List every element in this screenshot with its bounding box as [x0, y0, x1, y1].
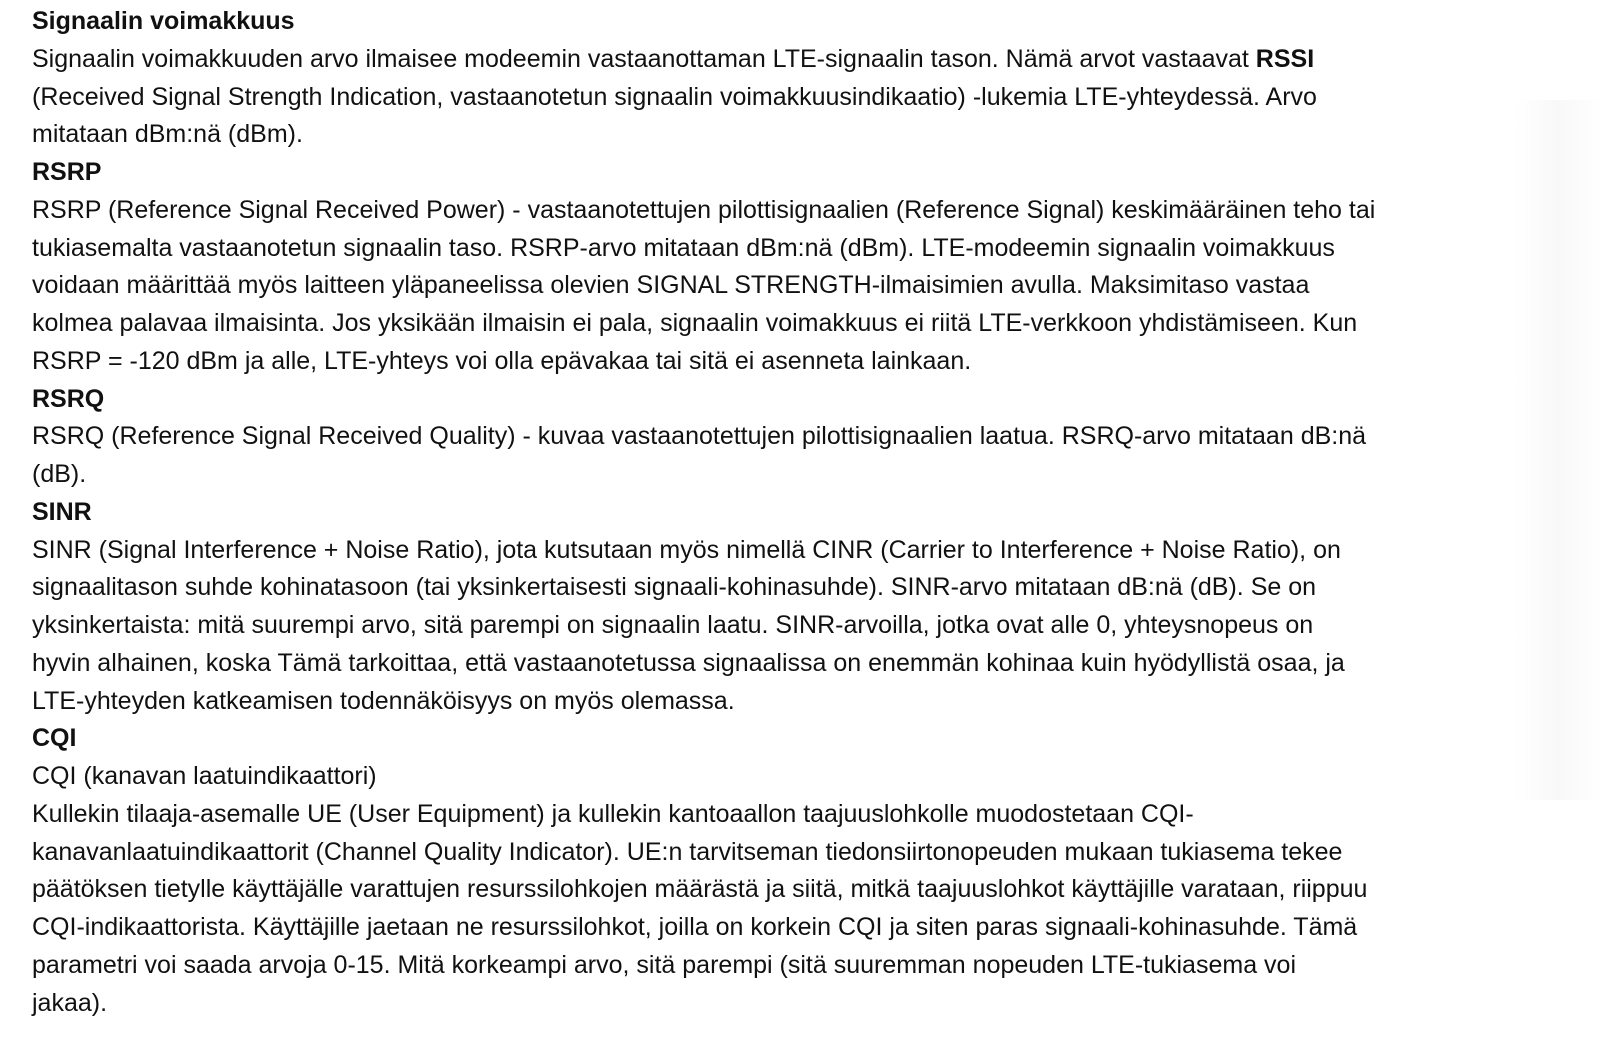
- section-rsrq: [32, 381, 1592, 494]
- paragraph-line: parametri voi saada arvoja 0-15. Mitä korkeampi arvo, sitä parempi (sitä suuremman nopeuden LTE-tukiasema voi: [32, 950, 1297, 979]
- bold-term-rssi: RSSI: [1255, 44, 1315, 73]
- section-signal-strength: [32, 3, 1592, 154]
- paragraph-line: (dB).: [32, 460, 87, 488]
- paragraph-line: tukiasemalta vastaanotetun signaalin taso. RSRP-arvo mitataan dBm:nä (dBm). LTE-modeemin signaalin voimakkuus: [32, 233, 1335, 262]
- text-run: Signaalin voimakkuuden arvo ilmaisee modeemin vastaanottaman LTE-signaalin tason. Nämä arvot vastaavat: [32, 44, 1256, 73]
- paragraph-line: (Received Signal Strength Indication, vastaanotetun signaalin voimakkuusindikaatio) -lukemia LTE-yhteydessä. Arvo: [32, 82, 1317, 111]
- paragraph-line: jakaa).: [32, 988, 108, 1017]
- paragraph-line: voidaan määrittää myös laitteen yläpaneelissa olevien SIGNAL STRENGTH-ilmaisimien avulla. Maksimitaso vastaa: [32, 271, 1310, 300]
- section-heading: RSRP: [32, 158, 102, 186]
- section-heading: SINR: [32, 497, 92, 526]
- section-heading: CQI: [32, 724, 77, 753]
- document-body: [32, 3, 1592, 1022]
- paragraph-line: LTE-yhteyden katkeamisen todennäköisyys on myös olemassa.: [32, 686, 735, 715]
- paragraph-line: RSRQ (Reference Signal Received Quality) - kuvaa vastaanotettujen pilottisignaalien laatua. RSRQ-arvo mitataan dB:nä: [32, 422, 1367, 451]
- paragraph-line: CQI-indikaattorista. Käyttäjille jaetaan ne resurssilohkot, joilla on korkein CQI ja siten paras signaali-kohinasuhde. Tämä: [32, 913, 1358, 941]
- paragraph-line: signaalitason suhde kohinatasoon (tai yksinkertaisesti signaali-kohinasuhde). SINR-arvo mitataan dB:nä (dB). Se on: [32, 573, 1317, 602]
- paragraph-line: päätöksen tietylle käyttäjälle varattujen resurssilohkojen määrästä ja siitä, mitkä taajuuslohkot käyttäjille varataan, riippuu: [32, 875, 1368, 904]
- paragraph-line: hyvin alhainen, koska Tämä tarkoittaa, että vastaanotetussa signaalissa on enemmän kohinaa kuin hyödyllistä osaa, ja: [32, 648, 1345, 677]
- paragraph-line: RSRP (Reference Signal Received Power) - vastaanotettujen pilottisignaalien (Reference Signal) keskimääräinen teho tai: [32, 195, 1376, 224]
- paragraph-line: RSRP = -120 dBm ja alle, LTE-yhteys voi olla epävakaa tai sitä ei asenneta lainkaan.: [32, 346, 972, 375]
- paragraph-line: Kullekin tilaaja-asemalle UE (User Equipment) ja kullekin kantoaallon taajuuslohkolle muodostetaan CQI-: [32, 799, 1194, 828]
- section-heading: RSRQ: [32, 384, 105, 413]
- paragraph-line: kanavanlaatuindikaattorit (Channel Quality Indicator). UE:n tarvitseman tiedonsiirtonopeuden mukaan tukiasema tekee: [32, 837, 1343, 866]
- paragraph-line: SINR (Signal Interference + Noise Ratio), jota kutsutaan myös nimellä CINR (Carrier to Interference + Noise Ratio), on: [32, 535, 1341, 564]
- paragraph-line: CQI (kanavan laatuindikaattori): [32, 762, 377, 790]
- section-heading: Signaalin voimakkuus: [32, 7, 295, 35]
- section-sinr: [32, 494, 1592, 721]
- section-rsrp: [32, 154, 1592, 381]
- section-cqi: [32, 720, 1592, 1022]
- paragraph-line: kolmea palavaa ilmaisinta. Jos yksikään ilmaisin ei pala, signaalin voimakkuus ei riitä LTE-verkkoon yhdistämiseen. Kun: [32, 309, 1358, 337]
- paragraph-line: mitataan dBm:nä (dBm).: [32, 120, 303, 149]
- paragraph-line: [32, 41, 1592, 79]
- paragraph-line: yksinkertaista: mitä suurempi arvo, sitä parempi on signaalin laatu. SINR-arvoilla, jotka ovat alle 0, yhteysnopeus on: [32, 611, 1314, 639]
